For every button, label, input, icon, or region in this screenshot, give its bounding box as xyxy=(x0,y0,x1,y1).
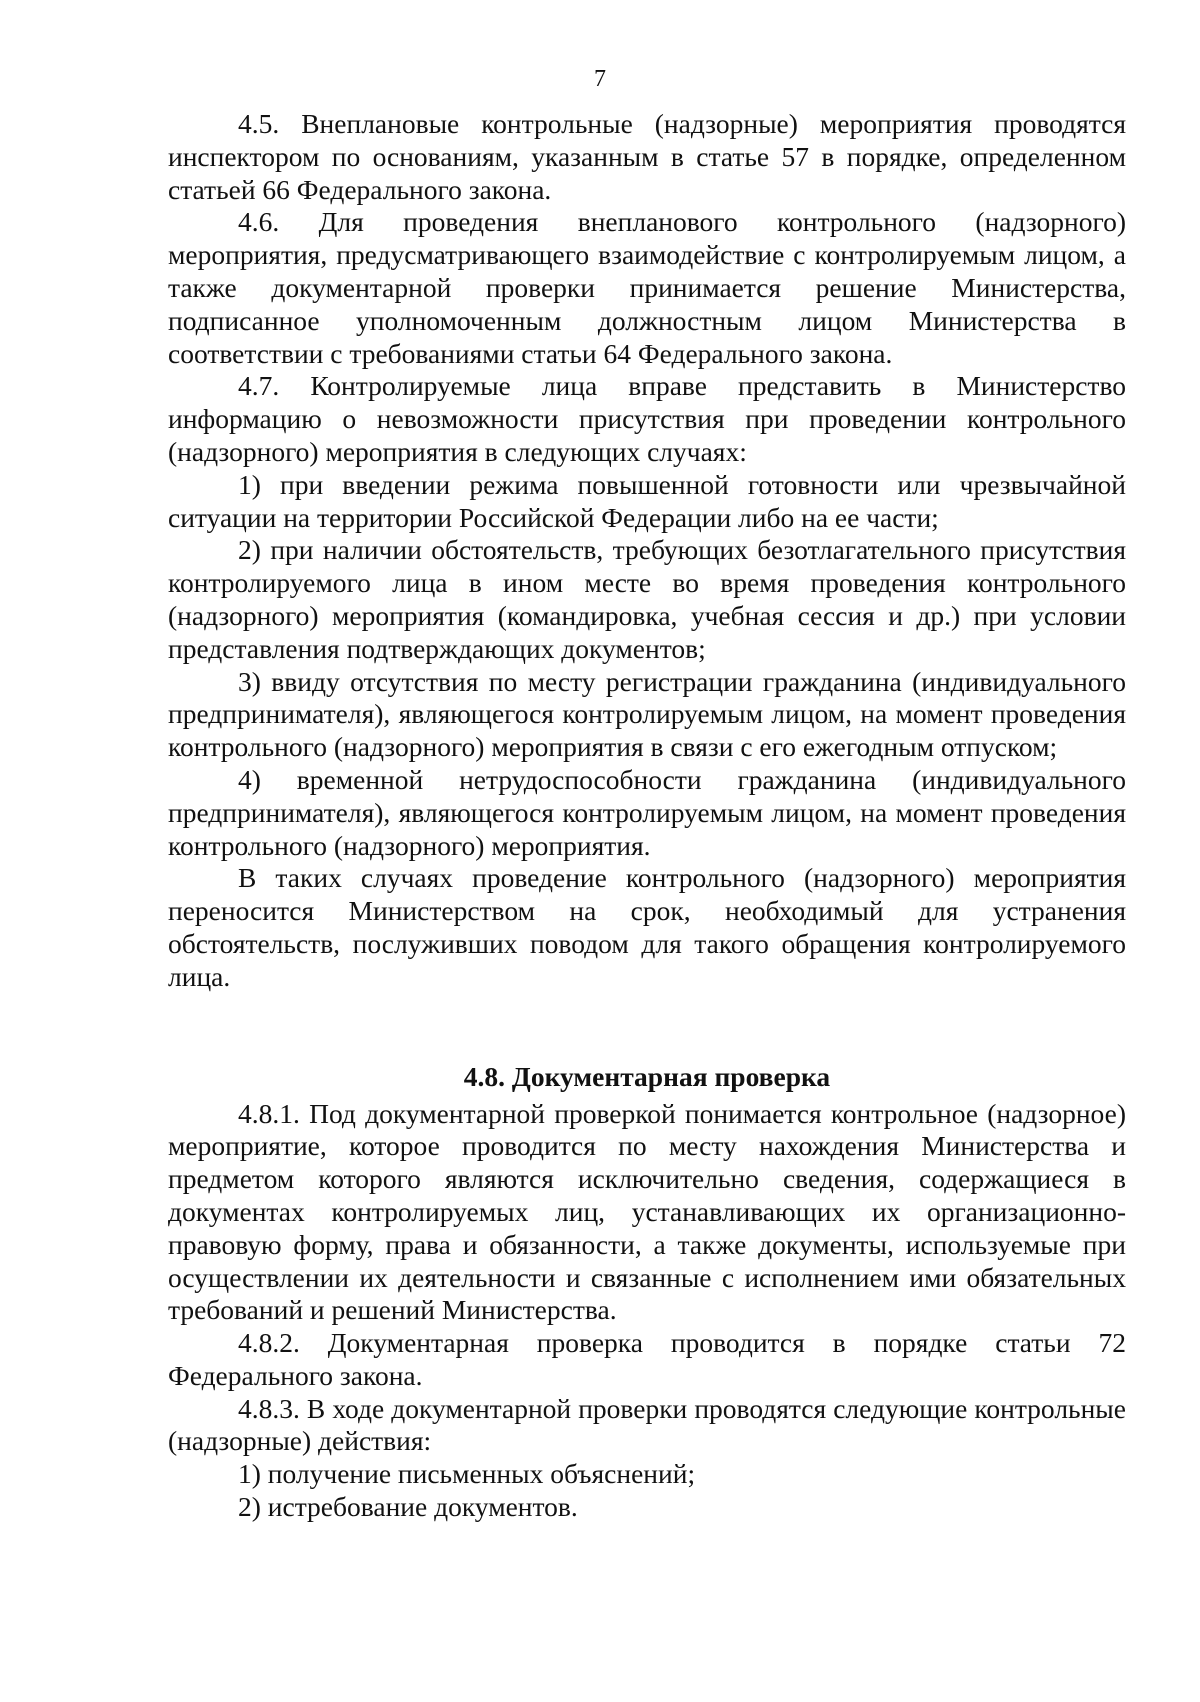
list-item-2: 2) при наличии обстоятельств, требующих безотлагательного присутствия контролируемого лица в ином месте во время проведения контрольного (надзорного) мероприятия (командировка, учебная сессия и др.) при условии представления подтверждающих документов; xyxy=(168,534,1126,664)
section-spacer xyxy=(168,994,1126,1060)
list-item-1: 1) при введении режима повышенной готовности или чрезвычайной ситуации на территории Российской Федерации либо на ее части; xyxy=(168,468,1126,533)
action-item-1: 1) получение письменных объяснений; xyxy=(238,1458,696,1490)
paragraph-4-5: 4.5. Внеплановые контрольные (надзорные) мероприятия проводятся инспектором по основаниям, указанным в статье 57 в порядке, определенном статьей 66 Федерального закона. xyxy=(168,108,1126,205)
action-item-2: 2) истребование документов. xyxy=(238,1491,578,1523)
paragraph-4-8-3: 4.8.3. В ходе документарной проверки проводятся следующие контрольные (надзорные) действия: xyxy=(168,1392,1126,1457)
paragraph-4-7: 4.7. Контролируемые лица вправе представить в Министерство информацию о невозможности присутствия при проведении контрольного (надзорного) мероприятия в следующих случаях: xyxy=(168,370,1126,467)
paragraph-postponement: В таких случаях проведение контрольного (надзорного) мероприятия переносится Министерством на срок, необходимый для устранения обстоятельств, послуживших поводом для такого обращения контролируемого лица. xyxy=(168,862,1126,992)
paragraph-4-8-2: 4.8.2. Документарная проверка проводится в порядке статьи 72 Федерального закона. xyxy=(168,1327,1126,1391)
list-item-4: 4) временной нетрудоспособности гражданина (индивидуального предпринимателя), являющегося контролируемым лицом, на момент проведения контрольного (надзорного) мероприятия. xyxy=(168,763,1126,861)
list-item-3: 3) ввиду отсутствия по месту регистрации гражданина (индивидуального предпринимателя), являющегося контролируемым лицом, на момент проведения контрольного (надзорного) мероприятия в связи с его ежегодным отпуском; xyxy=(168,665,1126,763)
section-heading: 4.8. Документарная проверка xyxy=(463,1060,831,1092)
document-body xyxy=(168,108,1126,1524)
page-number: 7 xyxy=(594,66,606,92)
paragraph-4-6: 4.6. Для проведения внепланового контрольного (надзорного) мероприятия, предусматривающего взаимодействие с контролируемым лицом, а также документарной проверки принимается решение Министерства, подписанное уполномоченным должностным лицом Министерства в соответствии с требованиями статьи 64 Федерального закона. xyxy=(168,206,1126,369)
paragraph-4-8-1: 4.8.1. Под документарной проверкой понимается контрольное (надзорное) мероприятие, которое проводится по месту нахождения Министерства и предметом которого являются исключительно сведения, содержащиеся в документах контролируемых лиц, устанавливающих их организационно-правовую форму, права и обязанности, а также документы, используемые при осуществлении их деятельности и связанные с исполнением ими обязательных требований и решений Министерства. xyxy=(168,1097,1126,1326)
